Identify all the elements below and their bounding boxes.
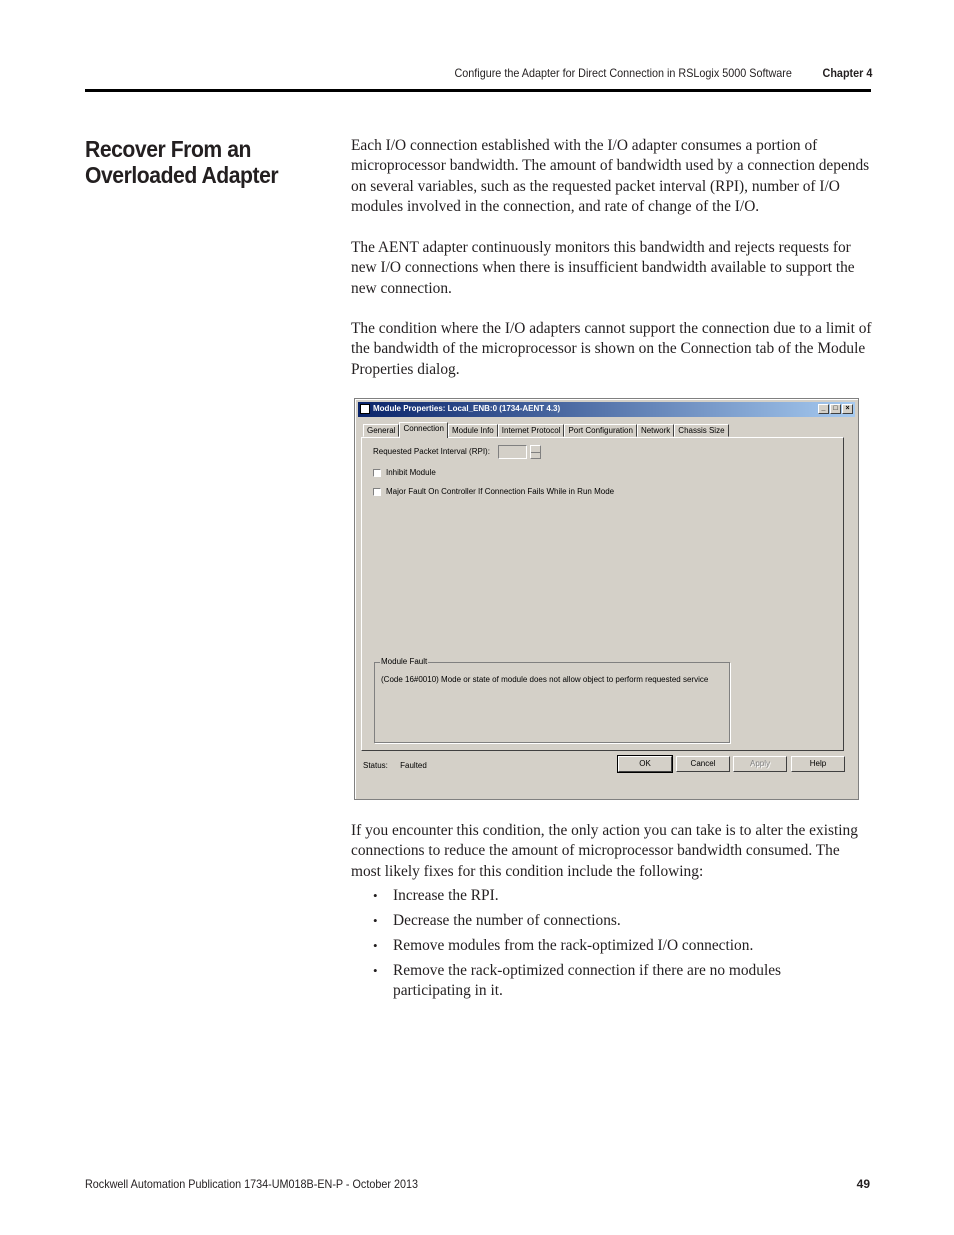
running-header-title: Configure the Adapter for Direct Connection in RSLogix 5000 Software <box>454 66 792 80</box>
inhibit-module-row[interactable] <box>373 468 436 477</box>
module-fault-text: (Code 16#0010) Mode or state of module does not allow object to perform requested service <box>381 675 709 684</box>
inhibit-module-label: Inhibit Module <box>386 468 436 477</box>
maximize-icon[interactable]: □ <box>830 404 841 414</box>
ok-button[interactable]: OK <box>618 756 672 772</box>
tab-chassis-size[interactable]: Chassis Size <box>674 424 728 437</box>
module-fault-group <box>374 657 730 743</box>
dialog-tabs <box>363 422 729 438</box>
close-icon[interactable]: × <box>842 404 853 414</box>
cancel-button[interactable]: Cancel <box>676 756 730 772</box>
running-header-chapter: Chapter 4 <box>822 66 872 80</box>
list-item: • Increase the RPI. <box>373 886 853 906</box>
paragraph-condition: The condition where the I/O adapters cannot support the connection due to a limit of the bandwidth of the microprocessor is shown on the Connection tab of the Module Properties dialog. <box>351 320 872 378</box>
list-item: • Remove the rack-optimized connection if there are no modules participating in it. <box>373 961 853 1002</box>
list-item: • Decrease the number of connections. <box>373 911 853 931</box>
header-rule <box>85 89 871 92</box>
paragraph-fixes-intro: If you encounter this condition, the only action you can take is to alter the existing connections to reduce the amount of microprocessor bandwidth consumed. The most likely fixes for this condition include the following: <box>351 822 858 880</box>
module-properties-dialog-screenshot <box>354 398 859 800</box>
status-value: Faulted <box>400 761 427 770</box>
major-fault-row[interactable] <box>373 487 614 496</box>
tab-general[interactable]: General <box>363 424 399 437</box>
major-fault-label: Major Fault On Controller If Connection Fails While in Run Mode <box>386 487 615 496</box>
dialog-titlebar <box>358 402 855 417</box>
fixes-list <box>373 886 853 1006</box>
inhibit-module-checkbox[interactable] <box>373 469 381 477</box>
status-label: Status: <box>363 761 388 770</box>
tab-connection[interactable]: Connection <box>399 422 447 438</box>
section-heading: Recover From an Overloaded Adapter <box>85 136 279 188</box>
page-number: 49 <box>856 1177 870 1191</box>
paragraph-aent-monitoring: The AENT adapter continuously monitors this bandwidth and rejects requests for new I/O connections when there is insufficient bandwidth available to support the new connection. <box>351 239 855 297</box>
window-icon <box>360 404 370 414</box>
connection-tab-panel <box>361 437 844 751</box>
help-button[interactable]: Help <box>791 756 845 772</box>
tab-internet-protocol[interactable]: Internet Protocol <box>498 424 565 437</box>
rpi-input[interactable] <box>498 445 527 459</box>
footer-publication: Rockwell Automation Publication 1734-UM018B-EN-P - October 2013 <box>85 1177 418 1191</box>
rpi-label: Requested Packet Interval (RPI): <box>373 447 490 456</box>
tab-port-configuration[interactable]: Port Configuration <box>564 424 636 437</box>
list-item: • Remove modules from the rack-optimized I/O connection. <box>373 936 853 956</box>
paragraph-bandwidth-intro: Each I/O connection established with the I/O adapter consumes a portion of microprocessor bandwidth. The amount of bandwidth used by a connection depends on several variables, such as the requested packet interval (RPI), number of I/O modules involved in the connection, and rate of change of the I/O. <box>351 137 870 215</box>
tab-network[interactable]: Network <box>637 424 674 437</box>
tab-module-info[interactable]: Module Info <box>448 424 498 437</box>
apply-button[interactable]: Apply <box>733 756 787 772</box>
major-fault-checkbox[interactable] <box>373 488 381 496</box>
module-fault-legend: Module Fault <box>381 657 428 666</box>
minimize-icon[interactable]: _ <box>818 404 829 414</box>
dialog-title: Module Properties: Local_ENB:0 (1734-AENT 4.3) <box>373 404 561 413</box>
status-bar <box>363 761 427 770</box>
rpi-spinner[interactable] <box>530 445 541 459</box>
